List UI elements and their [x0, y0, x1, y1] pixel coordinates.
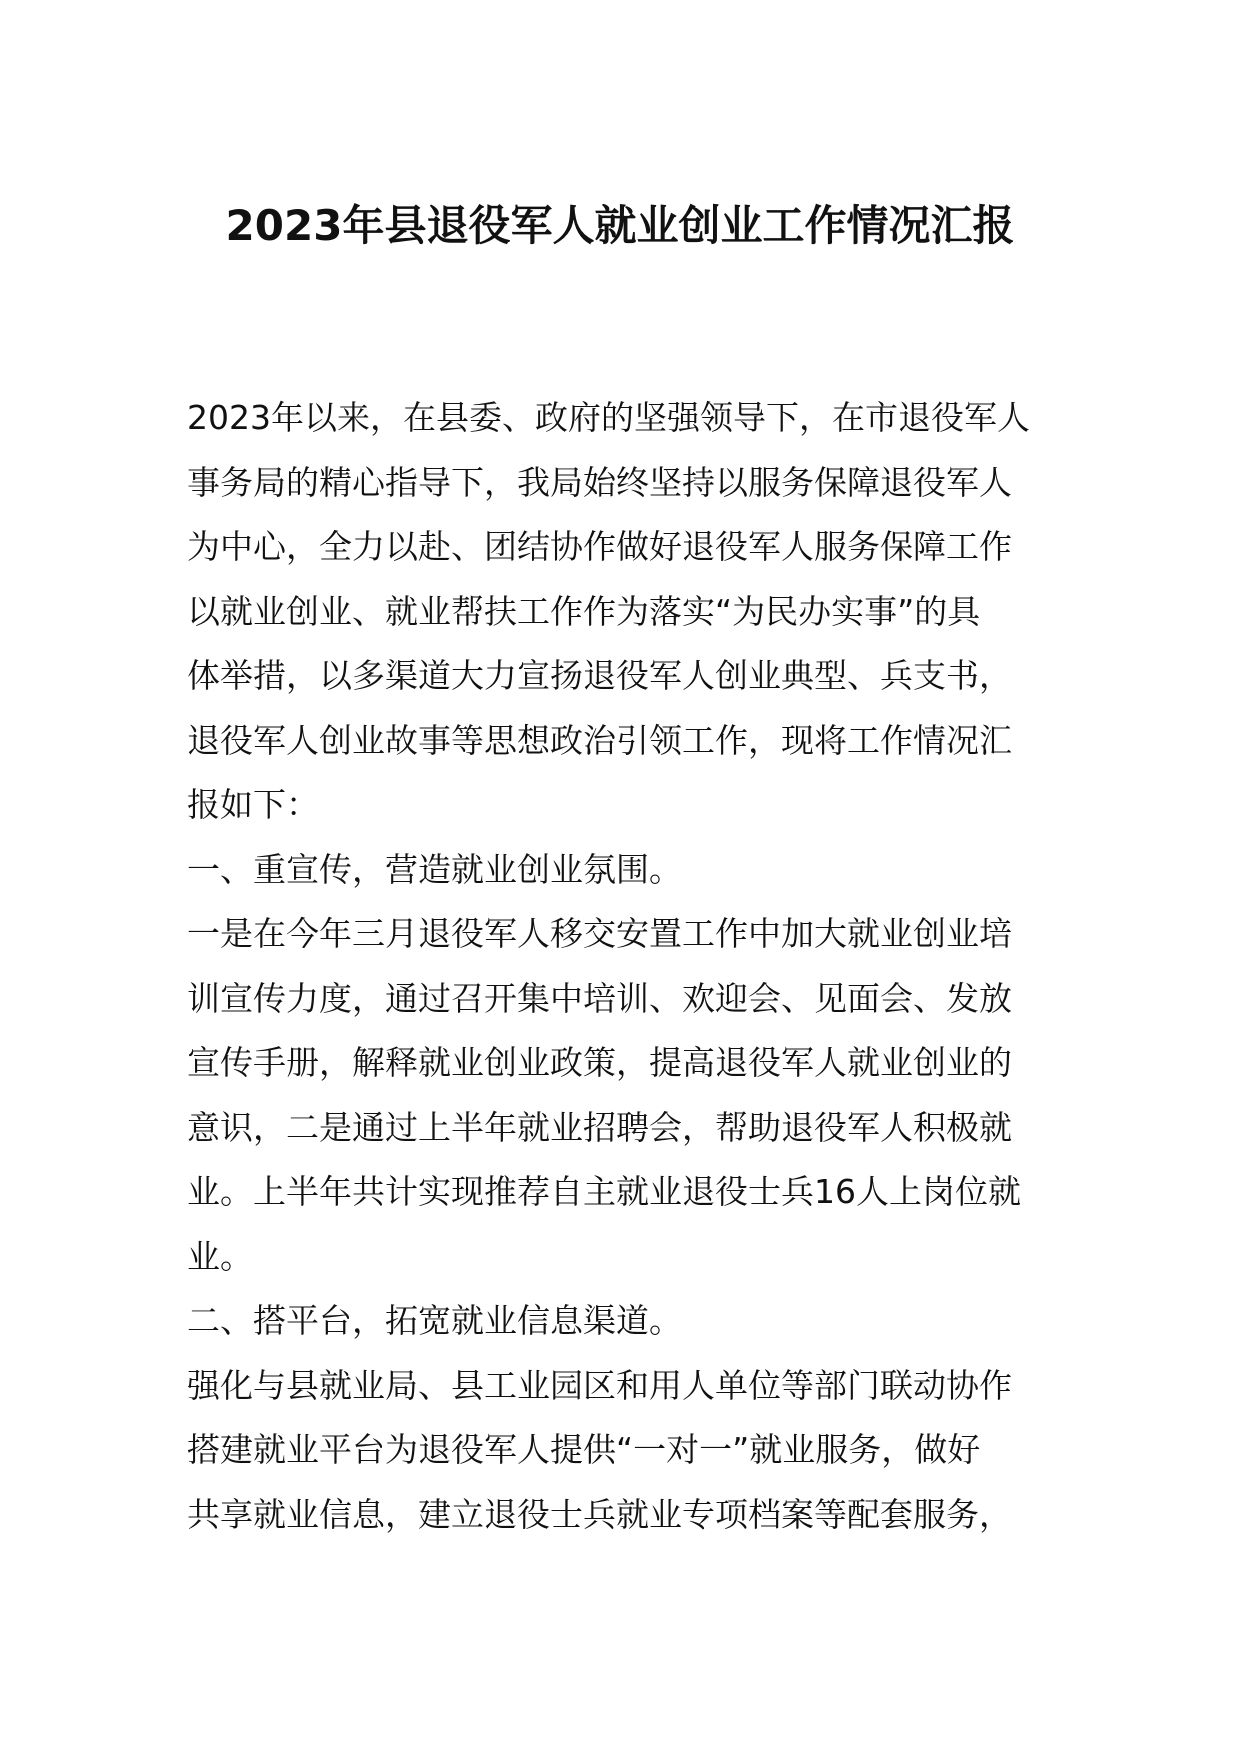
body-line: 宣传手册，解释就业创业政策，提高退役军人就业创业的 [187, 1043, 1012, 1082]
body-line: 训宣传力度，通过召开集中培训、欢迎会、见面会、发放 [187, 978, 1012, 1018]
body-line: 报如下： [187, 785, 319, 824]
document-body [187, 386, 1067, 1547]
body-line: 搭建就业平台为退役军人提供“一对一”就业服务，做好 [187, 1430, 981, 1469]
body-line: 意识，二是通过上半年就业招聘会，帮助退役军人积极就 [187, 1107, 1012, 1147]
body-line: 业。 [187, 1236, 253, 1276]
body-line: 业。上半年共计实现推荐自主就业退役士兵16人上岗位就 [187, 1172, 1021, 1211]
body-line: 体举措，以多渠道大力宣扬退役军人创业典型、兵支书， [187, 656, 1012, 695]
document-title: 2023年县退役军人就业创业工作情况汇报 [225, 201, 1015, 250]
section-heading-2: 二、搭平台，拓宽就业信息渠道。 [187, 1301, 682, 1340]
body-line: 退役军人创业故事等思想政治引领工作，现将工作情况汇 [187, 720, 1012, 760]
body-line: 共享就业信息，建立退役士兵就业专项档案等配套服务， [187, 1494, 1012, 1534]
section-heading-1: 一、重宣传，营造就业创业氛围。 [187, 849, 682, 889]
body-line: 事务局的精心指导下，我局始终坚持以服务保障退役军人 [187, 462, 1012, 502]
body-line: 2023年以来，在县委、政府的坚强领导下，在市退役军人 [187, 398, 1030, 437]
body-line: 为中心，全力以赴、团结协作做好退役军人服务保障工作 [187, 527, 1012, 566]
body-line: 强化与县就业局、县工业园区和用人单位等部门联动协作 [187, 1365, 1012, 1405]
body-line: 以就业创业、就业帮扶工作作为落实“为民办实事”的具 [187, 591, 981, 631]
body-line: 一是在今年三月退役军人移交安置工作中加大就业创业培 [187, 914, 1012, 953]
